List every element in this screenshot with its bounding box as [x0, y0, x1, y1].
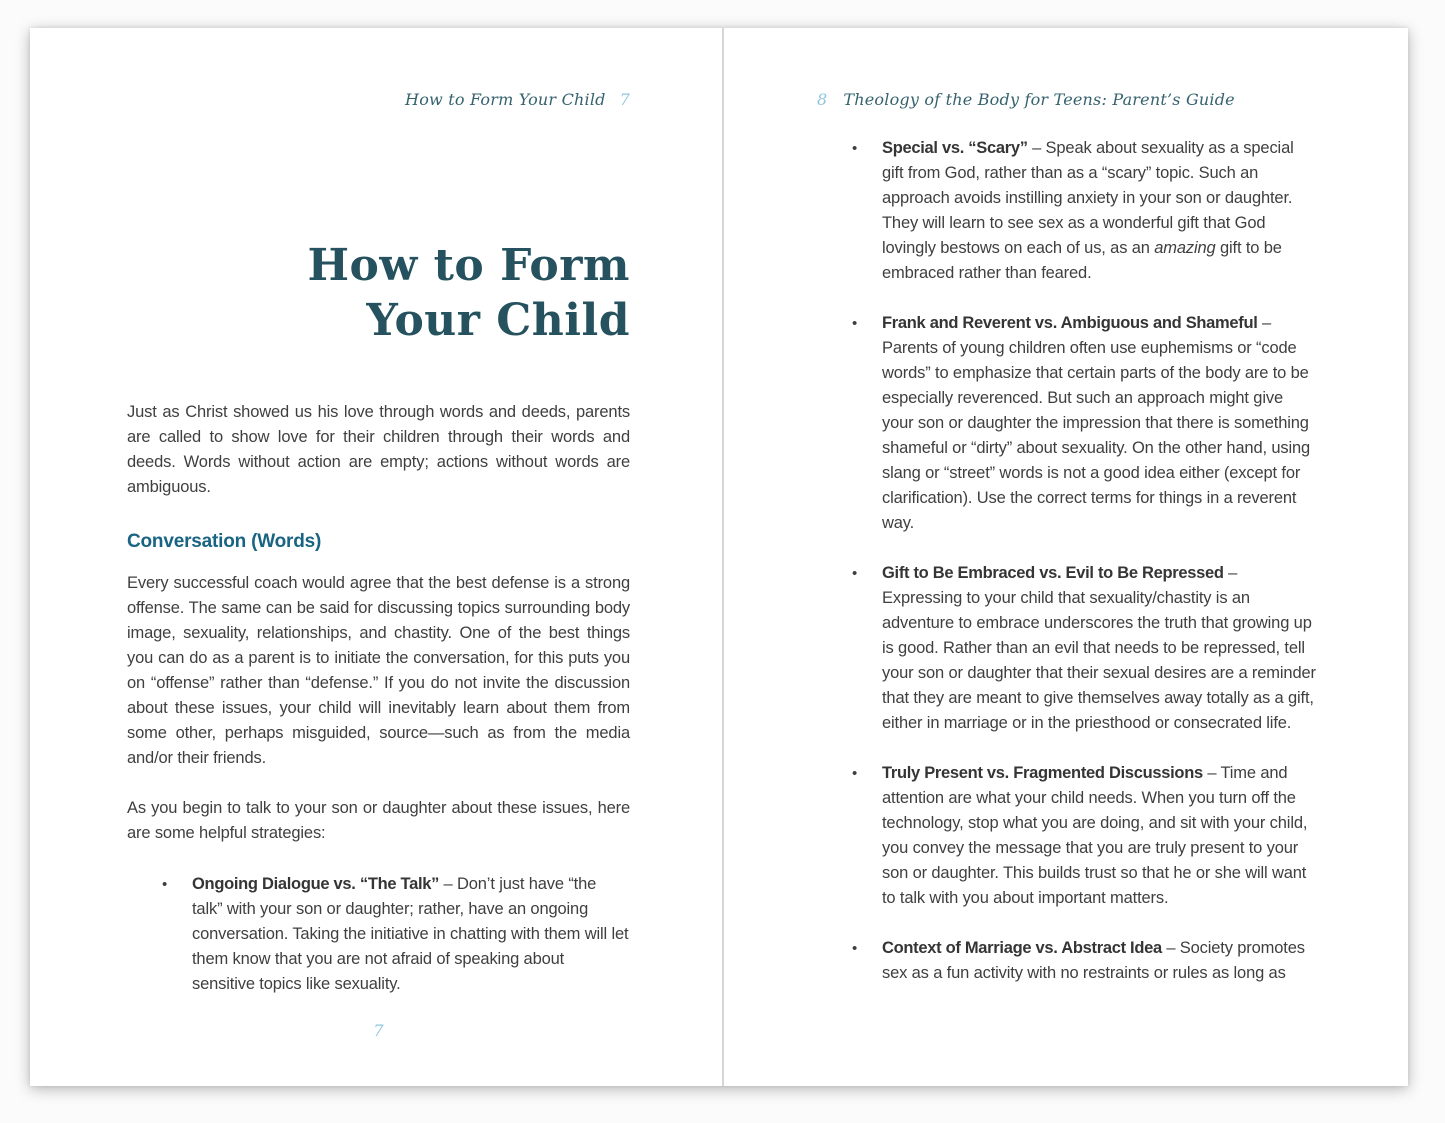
bullet-text: – Time and attention are what your child needs. When you turn off the technology, stop what you are doing, and sit with your child, you convey the message that you are truly present to your son or daughter. This builds trust so that he or she will want to talk with you about important matters.: [882, 764, 1308, 907]
bullet-lead: Context of Marriage vs. Abstract Idea: [882, 939, 1162, 957]
section-heading: Conversation (Words): [127, 531, 322, 552]
strategy-list-right: [817, 136, 1318, 986]
strategy-list-left: [127, 872, 630, 997]
right-page-body: [817, 136, 1318, 986]
list-item: [817, 936, 1318, 986]
intro-paragraph: Just as Christ showed us his love through words and deeds, parents are called to show love for their children through their words and deeds. Words without action are empty; actions without words are ambiguous.: [127, 403, 630, 496]
chapter-title-line2: Your Child: [366, 295, 630, 346]
running-head-left: [127, 90, 630, 110]
left-page-body: [127, 400, 630, 997]
bullet-lead: Frank and Reverent vs. Ambiguous and Shameful: [882, 314, 1258, 332]
paragraph: Every successful coach would agree that the best defense is a strong offense. The same can be said for discussing topics surrounding body image, sexuality, relationships, and chastity. One of the best things you can do as a parent is to initiate the conversation, for this puts you on “offense” rather than “defense.” If you do not invite the discussion about these issues, your child will inevitably learn about them from some other, perhaps misguided, source—such as from the media and/or their friends.: [127, 574, 630, 767]
bullet-text: – Parents of young children often use euphemisms or “code words” to emphasize that certain parts of the body are to be especially reverenced. But such an approach might give your son or daughter the impression that there is something shameful or “dirty” about sexuality. On the other hand, using slang or “street” words is not a good idea either (except for clarification). Use the correct terms for things in a reverent way.: [882, 314, 1311, 532]
running-head-right: [817, 90, 1318, 110]
paragraph: As you begin to talk to your son or daughter about these issues, here are some helpful strategies:: [127, 799, 630, 842]
bullet-lead: Gift to Be Embraced vs. Evil to Be Repressed: [882, 564, 1224, 582]
bullet-text: – Don’t just have “the talk” with your son or daughter; rather, have an ongoing conversation. Taking the initiative in chatting with them will let them know that you are not afraid of speaking about sensitive topics like sexuality.: [192, 875, 629, 993]
list-item: [817, 561, 1318, 736]
bullet-lead: Special vs. “Scary”: [882, 139, 1028, 157]
bullet-lead: Truly Present vs. Fragmented Discussions: [882, 764, 1203, 782]
running-head-folio: 8: [817, 90, 828, 109]
page-number-footer: 7: [373, 1021, 384, 1040]
bullet-lead: Ongoing Dialogue vs. “The Talk”: [192, 875, 440, 893]
running-head-folio: 7: [619, 90, 630, 109]
list-item: [817, 136, 1318, 286]
bullet-text: – Expressing to your child that sexuality/chastity is an adventure to embrace underscores the truth that growing up is good. Rather than an evil that needs to be repressed, tell your son or daughter that their sexual desires are a reminder that they are meant to give themselves away totally as a gift, either in marriage or in the priesthood or consecrated life.: [882, 564, 1316, 732]
bullet-text: gift to be embraced rather than feared.: [882, 239, 1282, 282]
list-item: [127, 872, 630, 997]
page-left: [30, 28, 722, 1086]
book-spread: [30, 28, 1408, 1086]
bullet-italic-word: amazing: [1154, 239, 1216, 257]
page-right: [722, 28, 1408, 1086]
bullet-text: – Speak about sexuality as a special gift from God, rather than as a “scary” topic. Such an approach avoids instilling anxiety in your son or daughter. They will learn to see sex as a wonderful gift that God lovingly bestows on each of us, as an: [882, 139, 1294, 257]
list-item: [817, 311, 1318, 536]
running-head-title: Theology of the Body for Teens: Parent’s Guide: [843, 90, 1235, 109]
chapter-title: [127, 238, 630, 348]
list-item: [817, 761, 1318, 911]
chapter-title-line1: How to Form: [307, 240, 630, 291]
running-head-title: How to Form Your Child: [405, 90, 606, 109]
bullet-text: – Society promotes sex as a fun activity with no restraints or rules as long as: [882, 939, 1305, 982]
